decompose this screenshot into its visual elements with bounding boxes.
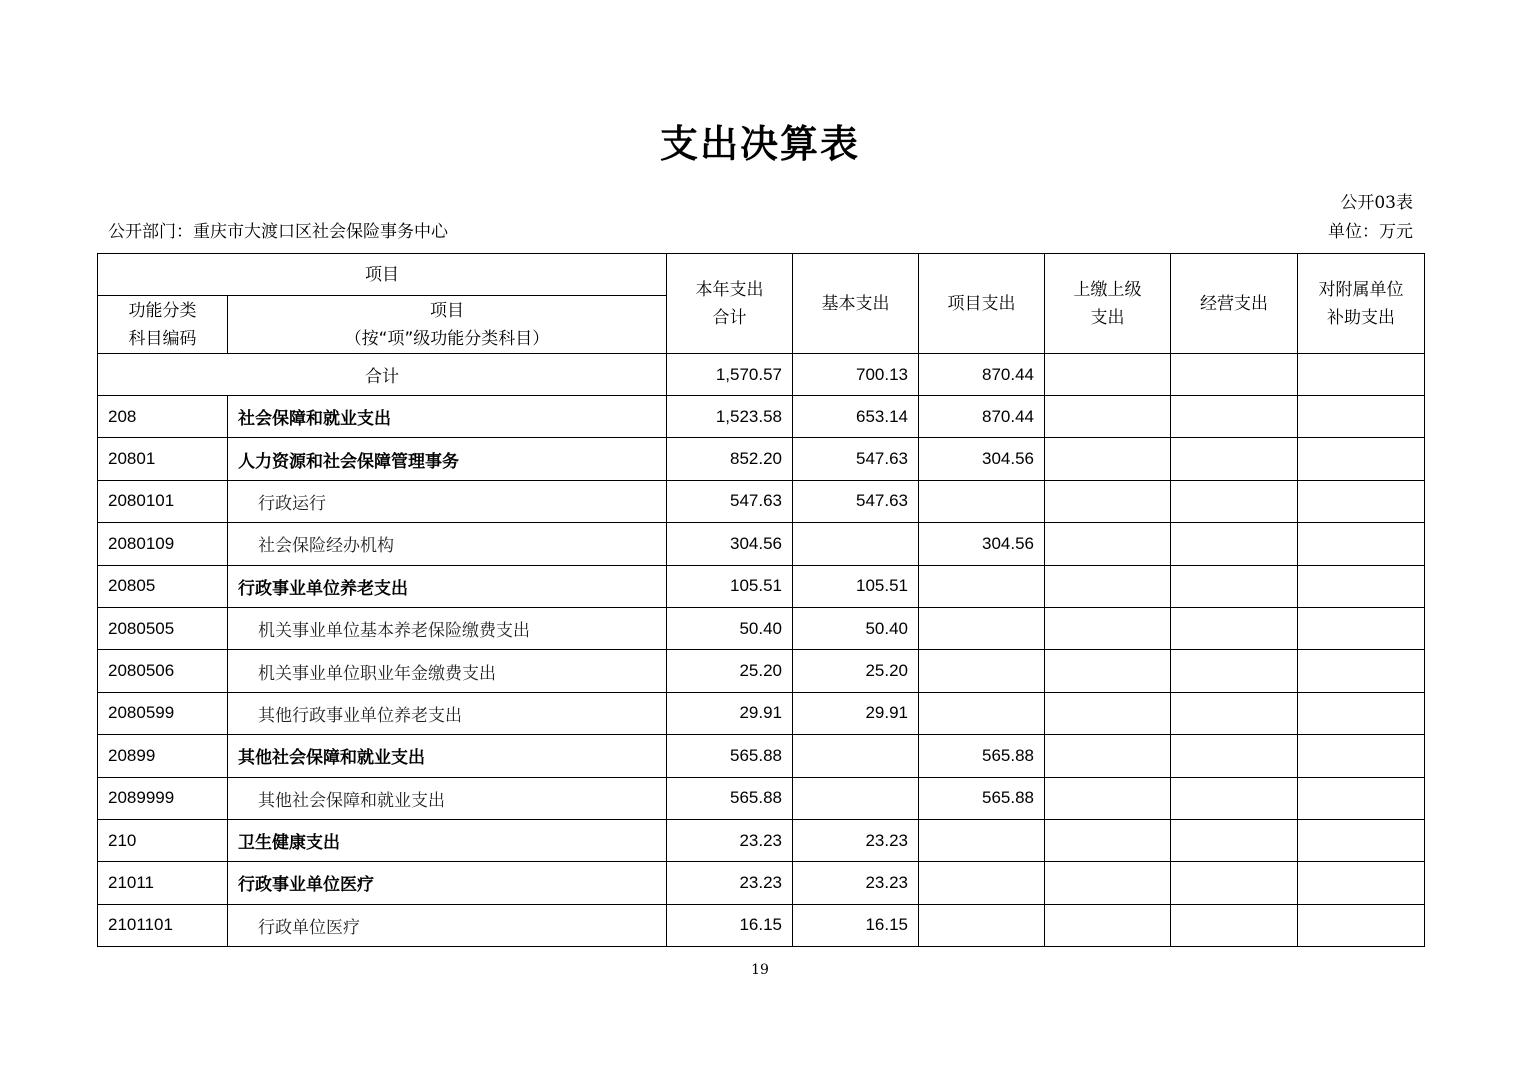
table-row bbox=[98, 565, 1425, 607]
header-subsidy-line1: 对附属单位 bbox=[1318, 279, 1404, 300]
total-label: 合计 bbox=[98, 354, 667, 396]
row-basic: 547.63 bbox=[793, 438, 919, 480]
page-title: 支出决算表 bbox=[659, 122, 860, 166]
row-code: 20899 bbox=[98, 735, 228, 777]
row-basic: 50.40 bbox=[793, 607, 919, 649]
total-project: 870.44 bbox=[919, 354, 1045, 396]
row-project: 565.88 bbox=[919, 777, 1045, 819]
row-project bbox=[919, 819, 1045, 861]
row-upper bbox=[1045, 692, 1171, 734]
row-code: 208 bbox=[98, 396, 228, 438]
row-subsidy bbox=[1298, 396, 1425, 438]
row-name: 社会保险经办机构 bbox=[228, 523, 667, 565]
row-upper bbox=[1045, 607, 1171, 649]
table-row bbox=[98, 480, 1425, 522]
row-basic bbox=[793, 777, 919, 819]
header-project: 项目支出 bbox=[919, 254, 1045, 354]
table-row bbox=[98, 607, 1425, 649]
row-name: 社会保障和就业支出 bbox=[228, 396, 667, 438]
row-total: 23.23 bbox=[667, 862, 793, 904]
row-total: 16.15 bbox=[667, 904, 793, 946]
total-row bbox=[98, 354, 1425, 396]
row-business bbox=[1171, 819, 1298, 861]
row-subsidy bbox=[1298, 438, 1425, 480]
row-code: 2080506 bbox=[98, 650, 228, 692]
header-func-code bbox=[98, 296, 228, 354]
row-code: 2089999 bbox=[98, 777, 228, 819]
row-business bbox=[1171, 692, 1298, 734]
row-subsidy bbox=[1298, 607, 1425, 649]
row-code: 20805 bbox=[98, 565, 228, 607]
header-upper-line1: 上缴上级 bbox=[1073, 279, 1142, 300]
header-total bbox=[667, 254, 793, 354]
header-item-name-line2: （按“项”级功能分类科目） bbox=[344, 328, 550, 349]
row-name: 行政事业单位医疗 bbox=[228, 862, 667, 904]
total-amount: 1,570.57 bbox=[667, 354, 793, 396]
row-upper bbox=[1045, 565, 1171, 607]
row-business bbox=[1171, 735, 1298, 777]
header-subsidy bbox=[1298, 254, 1425, 354]
row-business bbox=[1171, 650, 1298, 692]
row-basic: 23.23 bbox=[793, 819, 919, 861]
row-subsidy bbox=[1298, 904, 1425, 946]
row-subsidy bbox=[1298, 692, 1425, 734]
row-basic: 25.20 bbox=[793, 650, 919, 692]
row-subsidy bbox=[1298, 565, 1425, 607]
row-subsidy bbox=[1298, 650, 1425, 692]
row-name: 机关事业单位基本养老保险缴费支出 bbox=[228, 607, 667, 649]
row-subsidy bbox=[1298, 819, 1425, 861]
header-item-name bbox=[228, 296, 667, 354]
row-total: 23.23 bbox=[667, 819, 793, 861]
row-project: 565.88 bbox=[919, 735, 1045, 777]
row-business bbox=[1171, 862, 1298, 904]
row-name: 人力资源和社会保障管理事务 bbox=[228, 438, 667, 480]
row-code: 2101101 bbox=[98, 904, 228, 946]
row-subsidy bbox=[1298, 523, 1425, 565]
row-total: 547.63 bbox=[667, 480, 793, 522]
header-func-code-line1: 功能分类 bbox=[128, 300, 197, 321]
row-code: 21011 bbox=[98, 862, 228, 904]
total-subsidy bbox=[1298, 354, 1425, 396]
row-upper bbox=[1045, 819, 1171, 861]
row-project bbox=[919, 480, 1045, 522]
row-basic bbox=[793, 735, 919, 777]
table-row bbox=[98, 862, 1425, 904]
header-upper bbox=[1045, 254, 1171, 354]
row-business bbox=[1171, 904, 1298, 946]
table-row bbox=[98, 735, 1425, 777]
row-subsidy bbox=[1298, 862, 1425, 904]
row-project: 870.44 bbox=[919, 396, 1045, 438]
row-business bbox=[1171, 565, 1298, 607]
header-total-line1: 本年支出 bbox=[695, 279, 764, 300]
row-business bbox=[1171, 523, 1298, 565]
row-project bbox=[919, 692, 1045, 734]
header-item: 项目 bbox=[98, 254, 667, 296]
row-code: 2080599 bbox=[98, 692, 228, 734]
row-subsidy bbox=[1298, 735, 1425, 777]
row-upper bbox=[1045, 862, 1171, 904]
row-upper bbox=[1045, 438, 1171, 480]
header-subsidy-line2: 补助支出 bbox=[1327, 307, 1395, 328]
row-code: 20801 bbox=[98, 438, 228, 480]
row-business bbox=[1171, 777, 1298, 819]
total-business bbox=[1171, 354, 1298, 396]
row-upper bbox=[1045, 523, 1171, 565]
table-row bbox=[98, 650, 1425, 692]
row-business bbox=[1171, 480, 1298, 522]
row-business bbox=[1171, 396, 1298, 438]
row-name: 其他社会保障和就业支出 bbox=[228, 735, 667, 777]
header-business: 经营支出 bbox=[1171, 254, 1298, 354]
row-project bbox=[919, 565, 1045, 607]
row-name: 行政事业单位养老支出 bbox=[228, 565, 667, 607]
row-code: 2080101 bbox=[98, 480, 228, 522]
row-project bbox=[919, 862, 1045, 904]
row-project: 304.56 bbox=[919, 523, 1045, 565]
row-basic: 105.51 bbox=[793, 565, 919, 607]
row-code: 2080505 bbox=[98, 607, 228, 649]
row-name: 机关事业单位职业年金缴费支出 bbox=[228, 650, 667, 692]
header-basic: 基本支出 bbox=[793, 254, 919, 354]
row-business bbox=[1171, 438, 1298, 480]
table-row bbox=[98, 523, 1425, 565]
header-upper-line2: 支出 bbox=[1090, 307, 1125, 328]
unit-label: 单位：万元 bbox=[1328, 222, 1413, 242]
header-total-line2: 合计 bbox=[712, 307, 747, 328]
table-row bbox=[98, 438, 1425, 480]
row-basic: 23.23 bbox=[793, 862, 919, 904]
row-code: 2080109 bbox=[98, 523, 228, 565]
row-upper bbox=[1045, 650, 1171, 692]
department-label: 公开部门：重庆市大渡口区社会保险事务中心 bbox=[108, 222, 448, 242]
total-upper bbox=[1045, 354, 1171, 396]
row-upper bbox=[1045, 735, 1171, 777]
row-total: 1,523.58 bbox=[667, 396, 793, 438]
row-upper bbox=[1045, 480, 1171, 522]
row-name: 行政运行 bbox=[228, 480, 667, 522]
total-basic: 700.13 bbox=[793, 354, 919, 396]
row-total: 50.40 bbox=[667, 607, 793, 649]
row-upper bbox=[1045, 904, 1171, 946]
row-basic: 16.15 bbox=[793, 904, 919, 946]
table-row bbox=[98, 819, 1425, 861]
row-upper bbox=[1045, 396, 1171, 438]
row-name: 行政单位医疗 bbox=[228, 904, 667, 946]
table-row bbox=[98, 692, 1425, 734]
row-total: 304.56 bbox=[667, 523, 793, 565]
header-item-name-line1: 项目 bbox=[430, 300, 464, 321]
row-project bbox=[919, 904, 1045, 946]
table-row bbox=[98, 777, 1425, 819]
row-total: 852.20 bbox=[667, 438, 793, 480]
page-number: 19 bbox=[751, 962, 769, 978]
row-business bbox=[1171, 607, 1298, 649]
row-name: 卫生健康支出 bbox=[228, 819, 667, 861]
row-basic: 653.14 bbox=[793, 396, 919, 438]
row-total: 565.88 bbox=[667, 735, 793, 777]
row-total: 29.91 bbox=[667, 692, 793, 734]
expenditure-table bbox=[97, 253, 1425, 947]
row-basic bbox=[793, 523, 919, 565]
row-name: 其他社会保障和就业支出 bbox=[228, 777, 667, 819]
form-number: 公开03表 bbox=[1340, 193, 1413, 213]
row-total: 565.88 bbox=[667, 777, 793, 819]
row-upper bbox=[1045, 777, 1171, 819]
table-row bbox=[98, 904, 1425, 946]
row-project: 304.56 bbox=[919, 438, 1045, 480]
table-row bbox=[98, 396, 1425, 438]
row-subsidy bbox=[1298, 777, 1425, 819]
row-name: 其他行政事业单位养老支出 bbox=[228, 692, 667, 734]
row-total: 25.20 bbox=[667, 650, 793, 692]
header-func-code-line2: 科目编码 bbox=[128, 328, 197, 349]
row-subsidy bbox=[1298, 480, 1425, 522]
row-project bbox=[919, 650, 1045, 692]
row-basic: 547.63 bbox=[793, 480, 919, 522]
row-total: 105.51 bbox=[667, 565, 793, 607]
row-project bbox=[919, 607, 1045, 649]
row-basic: 29.91 bbox=[793, 692, 919, 734]
row-code: 210 bbox=[98, 819, 228, 861]
